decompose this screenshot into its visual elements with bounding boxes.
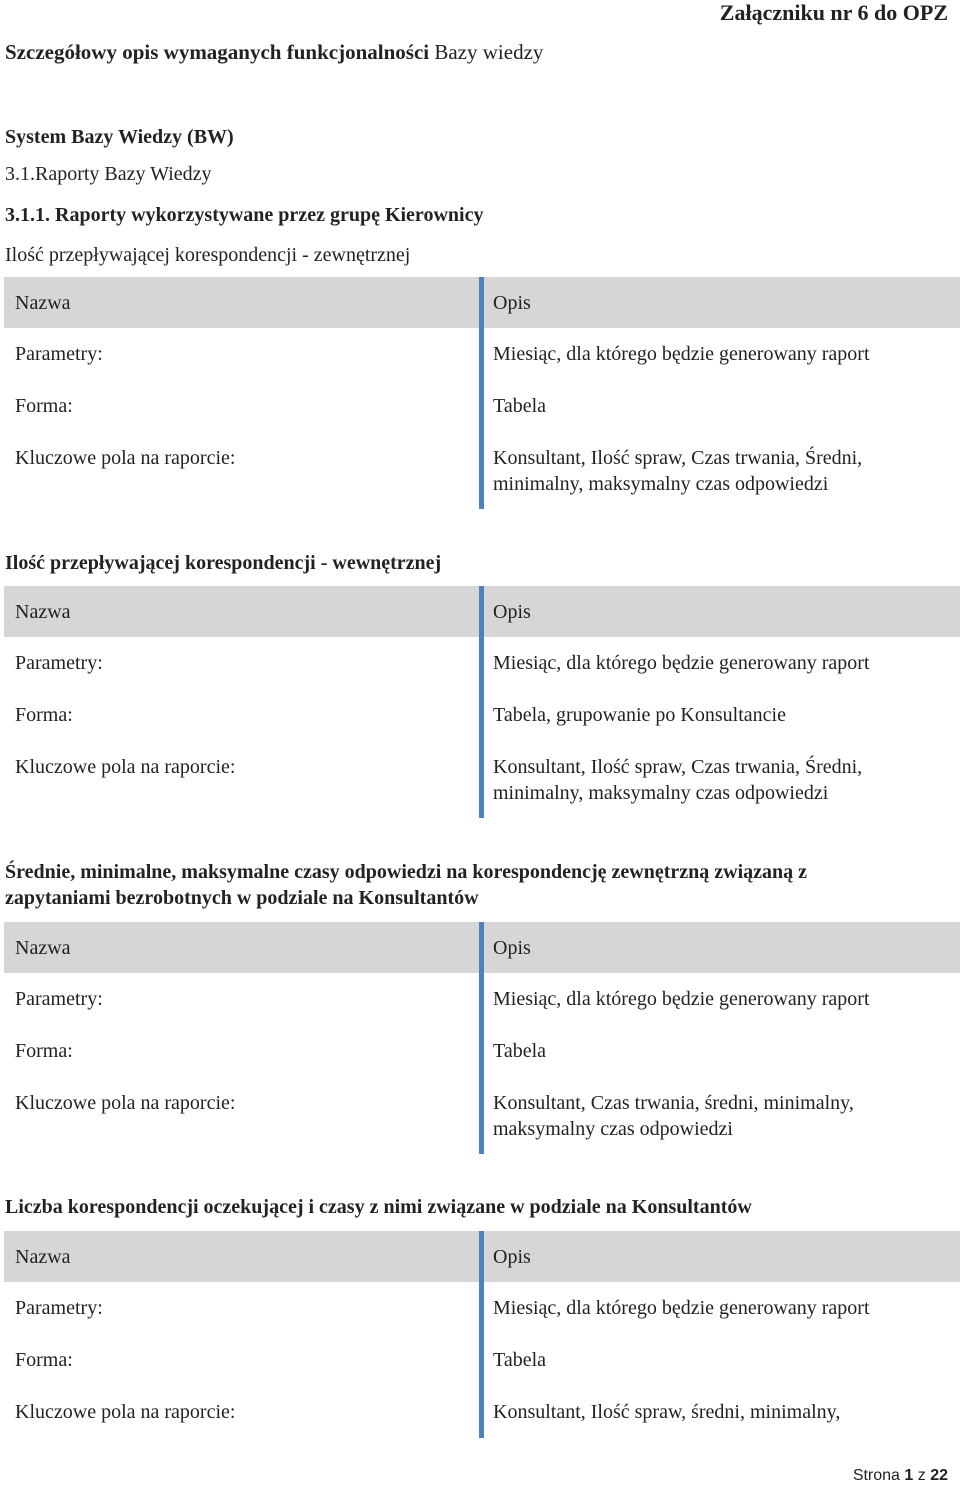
- row-value: Konsultant, Czas trwania, średni, minimalny,: [493, 1092, 854, 1114]
- header-name: Nazwa: [15, 937, 71, 959]
- row-value-continued: maksymalny czas odpowiedzi: [493, 1118, 733, 1140]
- row-label: Kluczowe pola na raporcie:: [15, 1401, 236, 1423]
- report-title: Średnie, minimalne, maksymalne czasy odpowiedzi na korespondencję zewnętrzną związaną z: [5, 861, 808, 883]
- header-description: Opis: [493, 292, 531, 314]
- row-label: Parametry:: [15, 343, 103, 365]
- row-value: Miesiąc, dla którego będzie generowany raport: [493, 652, 870, 674]
- subsection-heading: 3.1.1. Raporty wykorzystywane przez grupę Kierownicy: [5, 204, 484, 226]
- row-value: Tabela: [493, 1349, 547, 1371]
- header-name: Nazwa: [15, 1246, 71, 1268]
- row-value-continued: minimalny, maksymalny czas odpowiedzi: [493, 473, 829, 495]
- report-title: Ilość przepływającej korespondencji - wewnętrznej: [5, 552, 442, 574]
- row-label: Forma:: [15, 395, 73, 417]
- row-value: Konsultant, Ilość spraw, Czas trwania, Średni,: [493, 447, 863, 469]
- report-table: [4, 586, 960, 818]
- header-name: Nazwa: [15, 292, 71, 314]
- row-label: Parametry:: [15, 652, 103, 674]
- report-title-continued: zapytaniami bezrobotnych w podziale na Konsultantów: [5, 887, 479, 909]
- report-title: Ilość przepływającej korespondencji - zewnętrznej: [5, 244, 411, 266]
- row-value: Miesiąc, dla którego będzie generowany raport: [493, 343, 870, 365]
- report-table: [4, 1231, 960, 1438]
- report-table: [4, 277, 960, 509]
- header-description: Opis: [493, 601, 531, 623]
- header-name: Nazwa: [15, 601, 71, 623]
- row-value: Tabela, grupowanie po Konsultancie: [493, 704, 786, 726]
- header-description: Opis: [493, 937, 531, 959]
- page-separator: z: [913, 1467, 931, 1484]
- column-divider: [479, 1231, 484, 1438]
- total-pages: 22: [930, 1467, 948, 1484]
- row-label: Kluczowe pola na raporcie:: [15, 756, 236, 778]
- row-label: Parametry:: [15, 988, 103, 1010]
- row-label: Forma:: [15, 704, 73, 726]
- report-table: [4, 922, 960, 1154]
- row-value: Miesiąc, dla którego będzie generowany raport: [493, 1297, 870, 1319]
- system-heading: System Bazy Wiedzy (BW): [5, 126, 234, 148]
- column-divider: [479, 586, 484, 818]
- row-value: Konsultant, Ilość spraw, średni, minimalny,: [493, 1401, 841, 1423]
- column-divider: [479, 922, 484, 1154]
- page-prefix: Strona: [852, 1467, 905, 1484]
- row-label: Forma:: [15, 1349, 73, 1371]
- section-heading: 3.1.Raporty Bazy Wiedzy: [5, 163, 212, 185]
- row-value: Miesiąc, dla którego będzie generowany raport: [493, 988, 870, 1010]
- row-value: Tabela: [493, 1040, 547, 1062]
- row-label: Parametry:: [15, 1297, 103, 1319]
- page-number: [853, 1467, 948, 1485]
- row-label: Kluczowe pola na raporcie:: [15, 447, 236, 469]
- row-label: Forma:: [15, 1040, 73, 1062]
- row-label: Kluczowe pola na raporcie:: [15, 1092, 236, 1114]
- document-title: [5, 40, 543, 65]
- report-title: Liczba korespondencji oczekującej i czasy z nimi związane w podziale na Konsultantów: [5, 1196, 752, 1218]
- attachment-label: Załączniku nr 6 do OPZ: [719, 0, 948, 25]
- document-title-rest: Bazy wiedzy: [434, 40, 544, 64]
- column-divider: [479, 277, 484, 509]
- row-value: Konsultant, Ilość spraw, Czas trwania, Średni,: [493, 756, 863, 778]
- document-title-bold: Szczegółowy opis wymaganych funkcjonalności: [5, 40, 435, 64]
- row-value: Tabela: [493, 395, 547, 417]
- row-value-continued: minimalny, maksymalny czas odpowiedzi: [493, 782, 829, 804]
- current-page: 1: [904, 1467, 914, 1484]
- header-description: Opis: [493, 1246, 531, 1268]
